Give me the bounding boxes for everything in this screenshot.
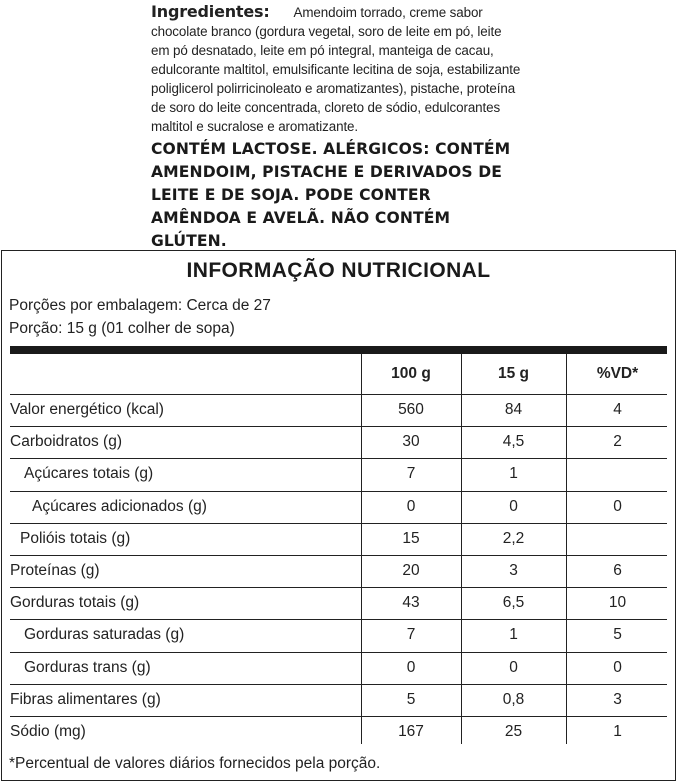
- nutrient-name: Proteínas (g): [10, 562, 100, 580]
- table-row: [10, 394, 667, 427]
- value-100g: 167: [398, 723, 424, 741]
- nutrition-facts-table: [1, 250, 676, 781]
- column-divider-3: [566, 354, 567, 744]
- nutrient-name: Gorduras totais (g): [10, 594, 140, 612]
- nutrient-name: Carboidratos (g): [10, 433, 122, 451]
- value-100g: 0: [406, 497, 416, 515]
- table-header-row: [10, 354, 667, 395]
- value-15g: 84: [504, 401, 523, 419]
- ingredients-list: Amendoim torrado, creme sabor chocolate branco (gordura vegetal, soro de leite em pó, leite em pó desnatado, leite em pó integral, manteiga de cacau, edulcorante maltitol, emulsificante lecitina de soja, estabilizante poliglicerol polirricinoleato e aromatizantes), pistache, proteína de soro do leite concentrada, cloreto de sódio, edulcorantes maltitol e sucralose e aromatizante.: [151, 5, 521, 134]
- value-100g: 43: [402, 594, 420, 612]
- table-row: [10, 587, 667, 620]
- value-vd: 6: [613, 562, 622, 580]
- value-100g: 5: [406, 690, 416, 708]
- heavy-divider: [10, 346, 667, 354]
- table-row: [10, 523, 667, 556]
- value-100g: 30: [402, 433, 420, 451]
- ingredients-label: Ingredientes:: [151, 2, 270, 21]
- value-vd: [566, 458, 669, 490]
- value-15g: 3: [509, 562, 518, 580]
- value-100g: 20: [402, 562, 420, 580]
- nutrient-name: Fibras alimentares (g): [10, 690, 161, 708]
- value-15g: 0: [509, 658, 518, 676]
- value-15g: 1: [509, 465, 518, 483]
- header-vd: %VD*: [596, 365, 639, 382]
- value-vd: 1: [613, 723, 622, 741]
- value-15g: 6,5: [502, 594, 525, 612]
- value-15g: 2,2: [502, 529, 525, 547]
- allergen-warning: CONTÉM LACTOSE. ALÉRGICOS: CONTÉM AMENDOIM, PISTACHE E DERIVADOS DE LEITE E DE SOJA. PODE CONTER AMÊNDOA E AVELÃ. NÃO CONTÉM GLÚTEN.: [151, 140, 511, 250]
- value-100g: 15: [402, 529, 420, 547]
- nutrient-name: Açúcares totais (g): [24, 465, 154, 483]
- table-row: [10, 684, 667, 717]
- header-100g: 100 g: [391, 365, 431, 382]
- value-100g: 7: [406, 626, 416, 644]
- nutrient-name: Sódio (mg): [10, 723, 86, 741]
- value-15g: 1: [509, 626, 518, 644]
- column-divider-1: [361, 354, 362, 744]
- servings-per-package: Porções por embalagem: Cerca de 27: [9, 297, 271, 314]
- table-row: [10, 458, 667, 491]
- value-vd: 3: [613, 690, 622, 708]
- value-100g: 0: [406, 658, 416, 676]
- nutrient-name: Gorduras saturadas (g): [24, 626, 185, 644]
- serving-size: Porção: 15 g (01 colher de sopa): [9, 320, 235, 337]
- table-row: [10, 619, 667, 652]
- header-15g: 15 g: [497, 365, 529, 382]
- nutrition-title: INFORMAÇÃO NUTRICIONAL: [186, 259, 491, 282]
- table-row: [10, 652, 667, 685]
- value-15g: 0,8: [502, 690, 525, 708]
- value-15g: 0: [509, 497, 518, 515]
- table-row: [10, 555, 667, 588]
- value-100g: 7: [406, 465, 416, 483]
- nutrient-name: Açúcares adicionados (g): [32, 497, 207, 515]
- value-15g: 4,5: [502, 433, 525, 451]
- column-divider-2: [461, 354, 462, 744]
- value-vd: [566, 523, 669, 555]
- nutrient-name: Polióis totais (g): [20, 529, 131, 547]
- value-vd: 2: [613, 433, 622, 451]
- table-row: [10, 491, 667, 524]
- value-vd: 0: [613, 497, 622, 515]
- nutrient-name: Gorduras trans (g): [24, 658, 151, 676]
- value-vd: 4: [613, 401, 622, 419]
- value-vd: 5: [613, 626, 622, 644]
- table-row: [10, 426, 667, 459]
- ingredients-text: [151, 2, 521, 136]
- nutrient-name: Valor energético (kcal): [10, 401, 164, 419]
- value-100g: 560: [398, 401, 424, 419]
- value-vd: 10: [608, 594, 627, 612]
- footnote: *Percentual de valores diários fornecidos pela porção.: [9, 755, 381, 772]
- value-vd: 0: [613, 658, 622, 676]
- value-15g: 25: [504, 723, 523, 741]
- table-row: [10, 716, 667, 748]
